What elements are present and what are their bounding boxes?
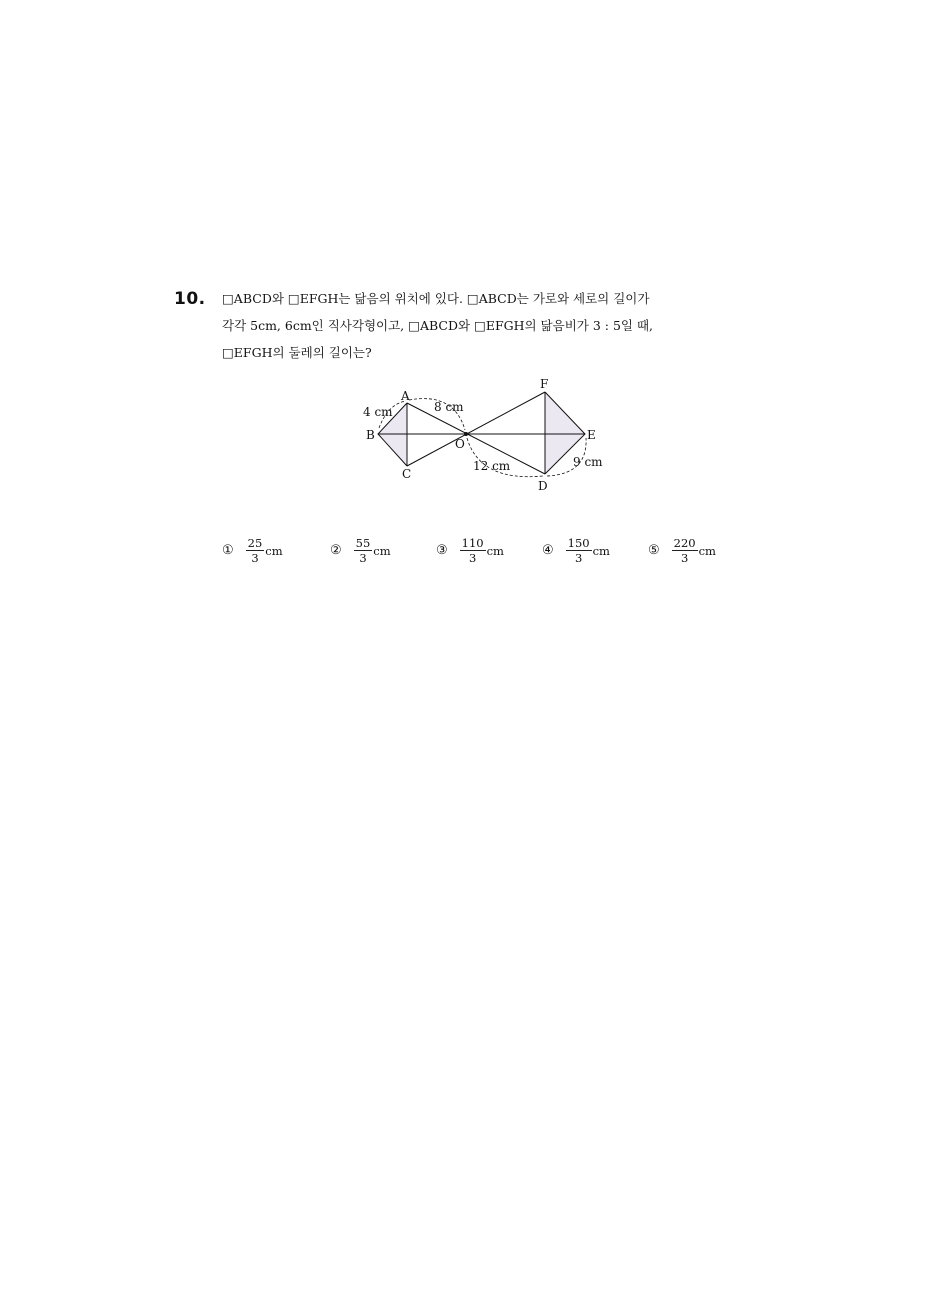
center-point-o <box>464 432 468 436</box>
similar-figures-diagram <box>330 370 630 500</box>
choice-1[interactable] <box>222 536 283 565</box>
question-number: 10. <box>174 289 206 309</box>
choice-marker: ④ <box>542 543 554 558</box>
fraction-denominator: 3 <box>359 551 367 565</box>
question-text-line-2: 각각 5cm, 6cm인 직사각형이고, □ABCD와 □EFGH의 닮음비가 3 : 5일 때, <box>222 318 653 333</box>
choice-marker: ⑤ <box>648 543 660 558</box>
fraction-numerator: 220 <box>673 536 696 550</box>
fraction <box>672 536 698 565</box>
choice-unit: cm <box>265 543 283 558</box>
measure-ab: 4 cm <box>363 405 393 419</box>
fraction-denominator: 3 <box>468 551 477 565</box>
choice-marker: ① <box>222 543 234 558</box>
fraction-denominator: 3 <box>574 551 583 565</box>
measure-de: 9 cm <box>573 455 603 469</box>
fraction <box>566 536 592 565</box>
choice-unit: cm <box>373 543 391 558</box>
answer-choices <box>222 536 742 576</box>
choice-2[interactable] <box>330 536 391 565</box>
label-b: B <box>366 428 375 442</box>
choice-marker: ③ <box>436 543 448 558</box>
choice-unit: cm <box>592 543 610 558</box>
choice-unit: cm <box>486 543 504 558</box>
label-e: E <box>587 428 596 442</box>
choice-marker: ② <box>330 543 342 558</box>
fraction <box>460 536 486 565</box>
choice-5[interactable] <box>648 536 716 565</box>
question-text-line-3: □EFGH의 둘레의 길이는? <box>222 345 372 360</box>
fraction-numerator: 110 <box>461 536 484 550</box>
fraction-denominator: 3 <box>680 551 689 565</box>
label-c: C <box>402 467 412 481</box>
choice-4[interactable] <box>542 536 610 565</box>
fraction-denominator: 3 <box>251 551 259 565</box>
measure-ao: 8 cm <box>434 400 464 414</box>
label-a: A <box>401 389 410 403</box>
measure-od: 12 cm <box>473 459 511 473</box>
fraction-numerator: 55 <box>355 536 371 550</box>
line-c-o-f <box>407 392 545 466</box>
label-d: D <box>538 479 548 493</box>
choice-unit: cm <box>698 543 716 558</box>
fraction <box>246 536 265 565</box>
fraction-numerator: 150 <box>567 536 590 550</box>
diagram-svg <box>330 370 630 500</box>
fraction <box>354 536 373 565</box>
choice-3[interactable] <box>436 536 504 565</box>
question-text-line-1: □ABCD와 □EFGH는 닮음의 위치에 있다. □ABCD는 가로와 세로의 길이가 <box>222 291 650 306</box>
label-o: O <box>455 437 465 451</box>
label-f: F <box>540 377 549 391</box>
fraction-numerator: 25 <box>247 536 263 550</box>
